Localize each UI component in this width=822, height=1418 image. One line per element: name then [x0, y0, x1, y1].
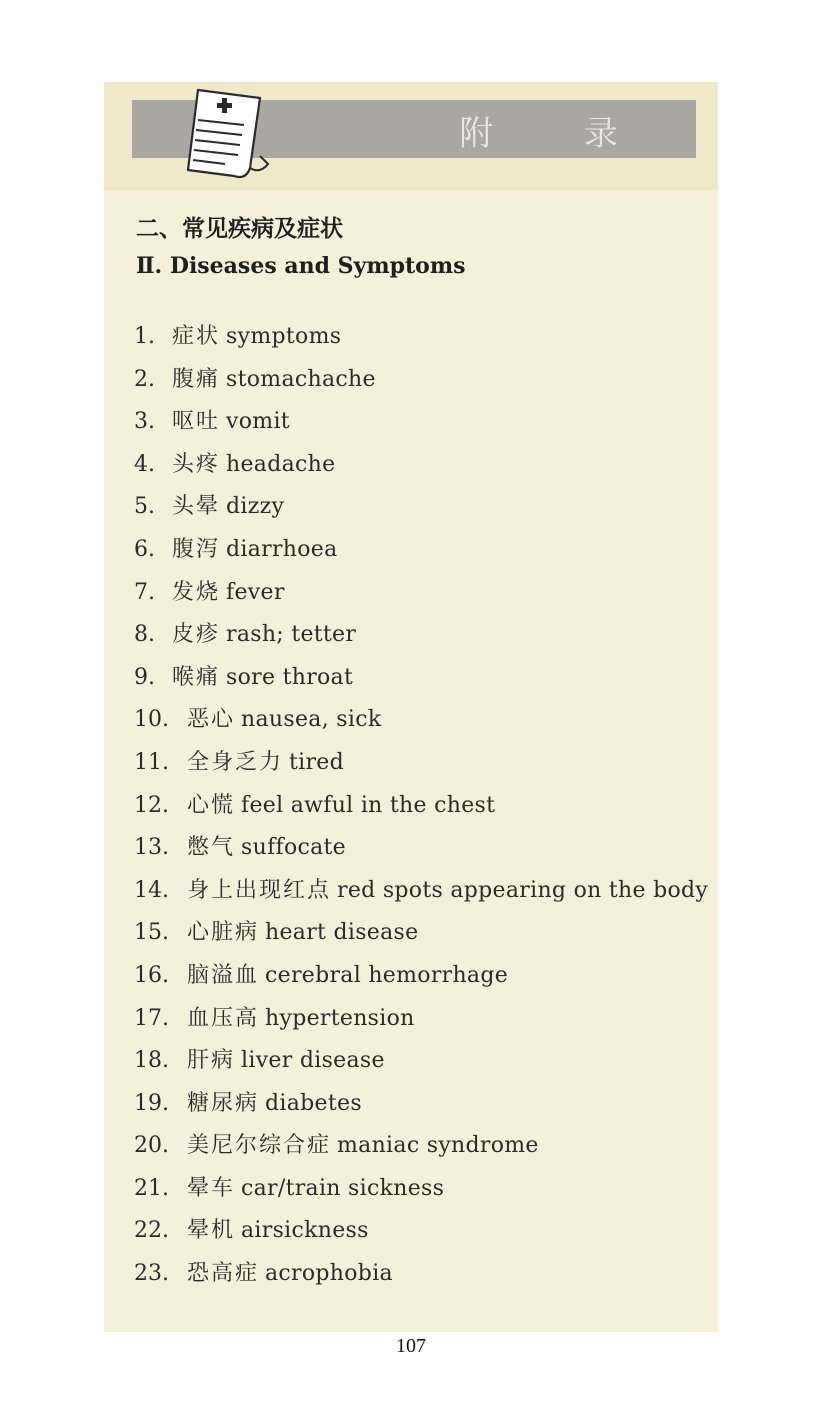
term-chinese: 血压高 — [187, 1005, 260, 1031]
symptom-list — [134, 316, 714, 1296]
term-chinese: 美尼尔综合症 — [187, 1133, 332, 1159]
list-item — [134, 785, 714, 828]
term-chinese: 肝病 — [187, 1048, 236, 1074]
item-number: 1. — [134, 324, 155, 349]
list-item — [134, 699, 714, 742]
term-chinese: 脑溢血 — [187, 962, 260, 988]
item-number: 21. — [134, 1175, 169, 1201]
term-chinese: 糖尿病 — [187, 1090, 260, 1116]
term-chinese: 呕吐 — [172, 409, 221, 435]
item-number: 20. — [134, 1133, 169, 1159]
item-number: 9. — [134, 664, 155, 690]
term-chinese: 恐高症 — [187, 1261, 260, 1287]
term-english: diarrhoea — [226, 536, 338, 562]
list-item — [134, 955, 714, 998]
term-english: headache — [226, 451, 336, 477]
medical-document-icon — [180, 84, 272, 184]
list-item — [134, 1210, 714, 1253]
term-english: symptoms — [226, 324, 342, 349]
term-english: hypertension — [265, 1005, 415, 1031]
item-number: 2. — [134, 366, 155, 392]
term-english: stomachache — [226, 366, 376, 392]
item-number: 14. — [134, 877, 169, 903]
term-chinese: 恶心 — [187, 707, 236, 733]
item-number: 17. — [134, 1005, 169, 1031]
list-item — [134, 1083, 714, 1126]
term-english: car/train sickness — [241, 1175, 445, 1201]
list-item — [134, 870, 714, 913]
term-chinese: 晕车 — [187, 1175, 236, 1201]
item-number: 11. — [134, 749, 169, 775]
list-item — [134, 359, 714, 402]
term-english: sore throat — [226, 664, 354, 690]
term-english: tired — [289, 749, 345, 775]
term-chinese: 身上出现红点 — [187, 877, 332, 903]
item-number: 7. — [134, 579, 155, 605]
item-number: 5. — [134, 494, 155, 520]
term-english: rash; tetter — [226, 622, 357, 648]
list-item — [134, 1168, 714, 1211]
term-chinese: 全身乏力 — [187, 749, 284, 775]
list-item — [134, 912, 714, 955]
list-item — [134, 1125, 714, 1168]
term-english: suffocate — [241, 835, 347, 861]
list-item — [134, 529, 714, 572]
term-chinese: 晕机 — [187, 1218, 236, 1244]
item-number: 8. — [134, 622, 155, 648]
term-chinese: 头晕 — [172, 494, 221, 520]
section-title-chinese: 二、常见疾病及症状 — [136, 216, 343, 242]
list-item — [134, 657, 714, 700]
item-number: 22. — [134, 1218, 169, 1244]
list-item — [134, 444, 714, 487]
term-chinese: 心慌 — [187, 792, 236, 818]
term-chinese: 发烧 — [172, 579, 221, 605]
item-number: 16. — [134, 962, 169, 988]
term-chinese: 憋气 — [187, 835, 236, 861]
term-english: fever — [226, 579, 285, 605]
item-number: 19. — [134, 1090, 169, 1116]
appendix-title: 附 录 — [459, 114, 658, 154]
term-chinese: 腹痛 — [172, 366, 221, 392]
term-english: acrophobia — [265, 1261, 393, 1287]
term-english: cerebral hemorrhage — [265, 962, 509, 988]
list-item — [134, 572, 714, 615]
term-english: vomit — [226, 409, 290, 435]
list-item — [134, 1040, 714, 1083]
item-number: 23. — [134, 1261, 169, 1287]
section-title-english: Ⅱ. Diseases and Symptoms — [136, 253, 466, 279]
list-item — [134, 742, 714, 785]
term-chinese: 皮疹 — [172, 622, 221, 648]
list-item — [134, 1253, 714, 1296]
item-number: 4. — [134, 451, 155, 477]
term-chinese: 心脏病 — [187, 920, 260, 946]
item-number: 18. — [134, 1048, 169, 1074]
term-english: feel awful in the chest — [241, 792, 496, 818]
term-chinese: 喉痛 — [172, 664, 221, 690]
item-number: 3. — [134, 409, 155, 435]
list-item — [134, 827, 714, 870]
item-number: 6. — [134, 536, 155, 562]
term-english: nausea, sick — [241, 707, 382, 733]
item-number: 10. — [134, 707, 169, 733]
term-english: red spots appearing on the body — [337, 877, 709, 903]
term-english: heart disease — [265, 920, 419, 946]
term-chinese: 腹泻 — [172, 536, 221, 562]
item-number: 12. — [134, 792, 169, 818]
term-english: liver disease — [241, 1048, 385, 1074]
term-chinese: 头疼 — [172, 451, 221, 477]
list-item — [134, 316, 714, 359]
list-item — [134, 401, 714, 444]
list-item — [134, 614, 714, 657]
item-number: 13. — [134, 835, 169, 861]
term-english: dizzy — [226, 494, 285, 520]
term-chinese: 症状 — [172, 324, 221, 349]
term-english: maniac syndrome — [337, 1133, 539, 1159]
list-item — [134, 998, 714, 1041]
item-number: 15. — [134, 920, 169, 946]
page-number: 107 — [396, 1335, 426, 1357]
term-english: airsickness — [241, 1218, 369, 1244]
term-english: diabetes — [265, 1090, 362, 1116]
list-item — [134, 486, 714, 529]
